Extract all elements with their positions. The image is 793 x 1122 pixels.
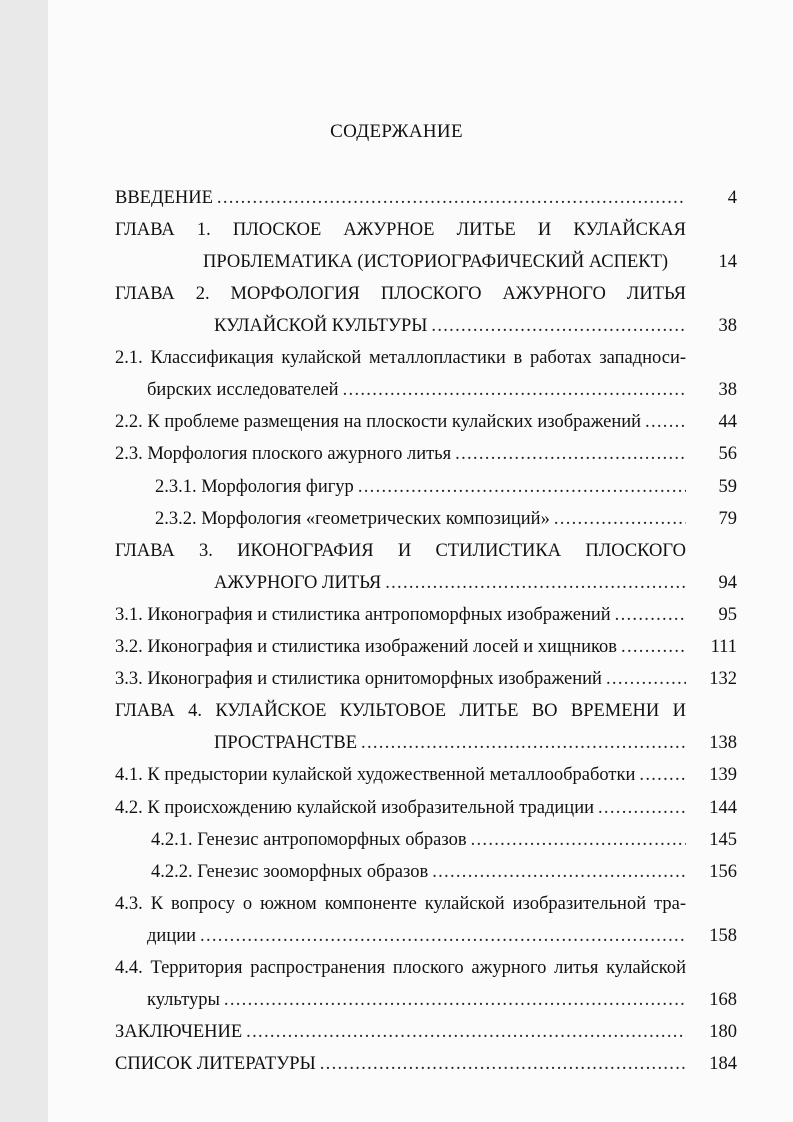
toc-entry-section-2-3-2: [155, 508, 686, 530]
toc-leader-dots: [358, 476, 686, 498]
toc-page-number: 180: [709, 1022, 737, 1042]
toc-label: 2.3. Морфология плоского ажурного литья: [115, 444, 452, 464]
toc-label: 2.3.1. Морфология фигур: [155, 477, 354, 497]
toc-page-number: 111: [710, 637, 737, 657]
toc-page-number: 132: [709, 669, 737, 689]
toc-leader-dots: [246, 1021, 686, 1043]
toc-entry-section-2-3-1: [155, 476, 686, 498]
toc-entry-section-2-1: [147, 379, 686, 401]
toc-leader-dots: [200, 925, 686, 947]
toc-page-number: 138: [709, 733, 737, 753]
toc-label: культуры: [147, 990, 220, 1010]
toc-page-number: 168: [709, 990, 737, 1010]
toc-label: 3.2. Иконография и стилистика изображений лосей и хищников: [115, 637, 618, 657]
toc-leader-dots: [554, 508, 686, 530]
toc-chapter-heading-line: ГЛАВА 1. ПЛОСКОЕ АЖУРНОЕ ЛИТЬЕ И КУЛАЙСКАЯ: [115, 220, 686, 240]
toc-leader-dots: [615, 604, 686, 626]
toc-leader-dots: [320, 1053, 686, 1075]
toc-entry-bibliography: [115, 1053, 686, 1075]
toc-section-heading-line: 2.1. Классификация кулайской металлопластики в работах западноси-: [115, 348, 686, 368]
toc-entry-section-4-2-2: [151, 861, 686, 883]
toc-label: 3.3. Иконография и стилистика орнитоморфных изображений: [115, 669, 602, 689]
toc-entry-section-2-2: [115, 411, 686, 433]
toc-page-number: 79: [718, 509, 737, 529]
toc-entry-section-3-3: [115, 668, 686, 690]
toc-label: 4.1. К предыстории кулайской художественной металлообработки: [115, 765, 636, 785]
toc-page-number: 38: [718, 380, 737, 400]
toc-page-number: 184: [709, 1054, 737, 1074]
toc-entry-section-4-3: [147, 925, 686, 947]
toc-label: диции: [147, 926, 197, 946]
toc-chapter-heading-line: ГЛАВА 4. КУЛАЙСКОЕ КУЛЬТОВОЕ ЛИТЬЕ ВО ВРЕМЕНИ И: [115, 701, 686, 721]
toc-leader-dots: [217, 187, 686, 209]
toc-entry-chapter-2: [214, 315, 686, 337]
toc-label: ПРОСТРАНСТВЕ: [214, 733, 358, 753]
toc-label: 3.1. Иконография и стилистика антропоморфных изображений: [115, 605, 611, 625]
toc-page-number: 158: [709, 926, 737, 946]
toc-page-number: 144: [709, 798, 737, 818]
toc-page-number: 38: [718, 316, 737, 336]
toc-section-heading-line: 4.3. К вопросу о южном компоненте кулайской изобразительной тра-: [115, 894, 686, 914]
toc-label: 4.2.1. Генезис антропоморфных образов: [151, 830, 467, 850]
toc-leader-dots: [432, 861, 686, 883]
toc-chapter-heading-line: ГЛАВА 2. МОРФОЛОГИЯ ПЛОСКОГО АЖУРНОГО ЛИТЬЯ: [115, 284, 686, 304]
toc-leader-dots: [361, 732, 686, 754]
toc-leader-dots: [431, 315, 686, 337]
toc-entry-section-4-1: [115, 764, 686, 786]
toc-entry-chapter-4: [214, 732, 686, 754]
toc-entry-introduction: [115, 187, 686, 209]
toc-label: СПИСОК ЛИТЕРАТУРЫ: [115, 1054, 316, 1074]
toc-leader-dots: [455, 443, 686, 465]
toc-page-number: 14: [718, 252, 737, 272]
toc-label: АЖУРНОГО ЛИТЬЯ: [214, 573, 382, 593]
toc-entry-section-4-4: [147, 989, 686, 1011]
toc-page-number: 56: [718, 444, 737, 464]
toc-page-number: 94: [718, 573, 737, 593]
toc-page-number: 139: [709, 765, 737, 785]
toc-chapter-heading-line: ГЛАВА 3. ИКОНОГРАФИЯ И СТИЛИСТИКА ПЛОСКОГО: [115, 541, 686, 561]
toc-entry-section-2-3: [115, 443, 686, 465]
toc-label: 4.2. К происхождению кулайской изобразительной традиции: [115, 798, 594, 818]
toc-section-heading-line: 4.4. Территория распространения плоского ажурного литья кулайской: [115, 958, 686, 978]
toc-page-number: 95: [718, 605, 737, 625]
toc-leader-dots: [224, 989, 686, 1011]
toc-label: КУЛАЙСКОЙ КУЛЬТУРЫ: [214, 316, 428, 336]
page-title: СОДЕРЖАНИЕ: [330, 121, 463, 142]
toc-label: ЗАКЛЮЧЕНИЕ: [115, 1022, 243, 1042]
toc-label: 4.2.2. Генезис зооморфных образов: [151, 862, 429, 882]
toc-chapter-heading-continuation: ПРОБЛЕМАТИКА (ИСТОРИОГРАФИЧЕСКИЙ АСПЕКТ): [203, 252, 669, 272]
toc-entry-chapter-3: [214, 572, 686, 594]
toc-entry-section-3-1: [115, 604, 686, 626]
toc-entry-conclusion: [115, 1021, 686, 1043]
toc-entry-section-3-2: [115, 636, 686, 658]
toc-page-number: 156: [709, 862, 737, 882]
toc-label: бирских исследователей: [147, 380, 339, 400]
toc-leader-dots: [343, 379, 686, 401]
toc-page-number: 4: [727, 188, 737, 208]
toc-label: 2.2. К проблеме размещения на плоскости кулайских изображений: [115, 412, 642, 432]
toc-leader-dots: [471, 829, 686, 851]
scan-edge-shadow: [0, 0, 48, 1122]
toc-leader-dots: [598, 797, 686, 819]
toc-entry-section-4-2: [115, 797, 686, 819]
toc-entry-section-4-2-1: [151, 829, 686, 851]
toc-label: ВВЕДЕНИЕ: [115, 188, 213, 208]
toc-leader-dots: [385, 572, 686, 594]
toc-page-number: 59: [718, 477, 737, 497]
toc-page-number: 44: [718, 412, 737, 432]
toc-page-number: 145: [709, 830, 737, 850]
toc-label: 2.3.2. Морфология «геометрических композиций»: [155, 509, 550, 529]
toc-leader-dots: [606, 668, 686, 690]
